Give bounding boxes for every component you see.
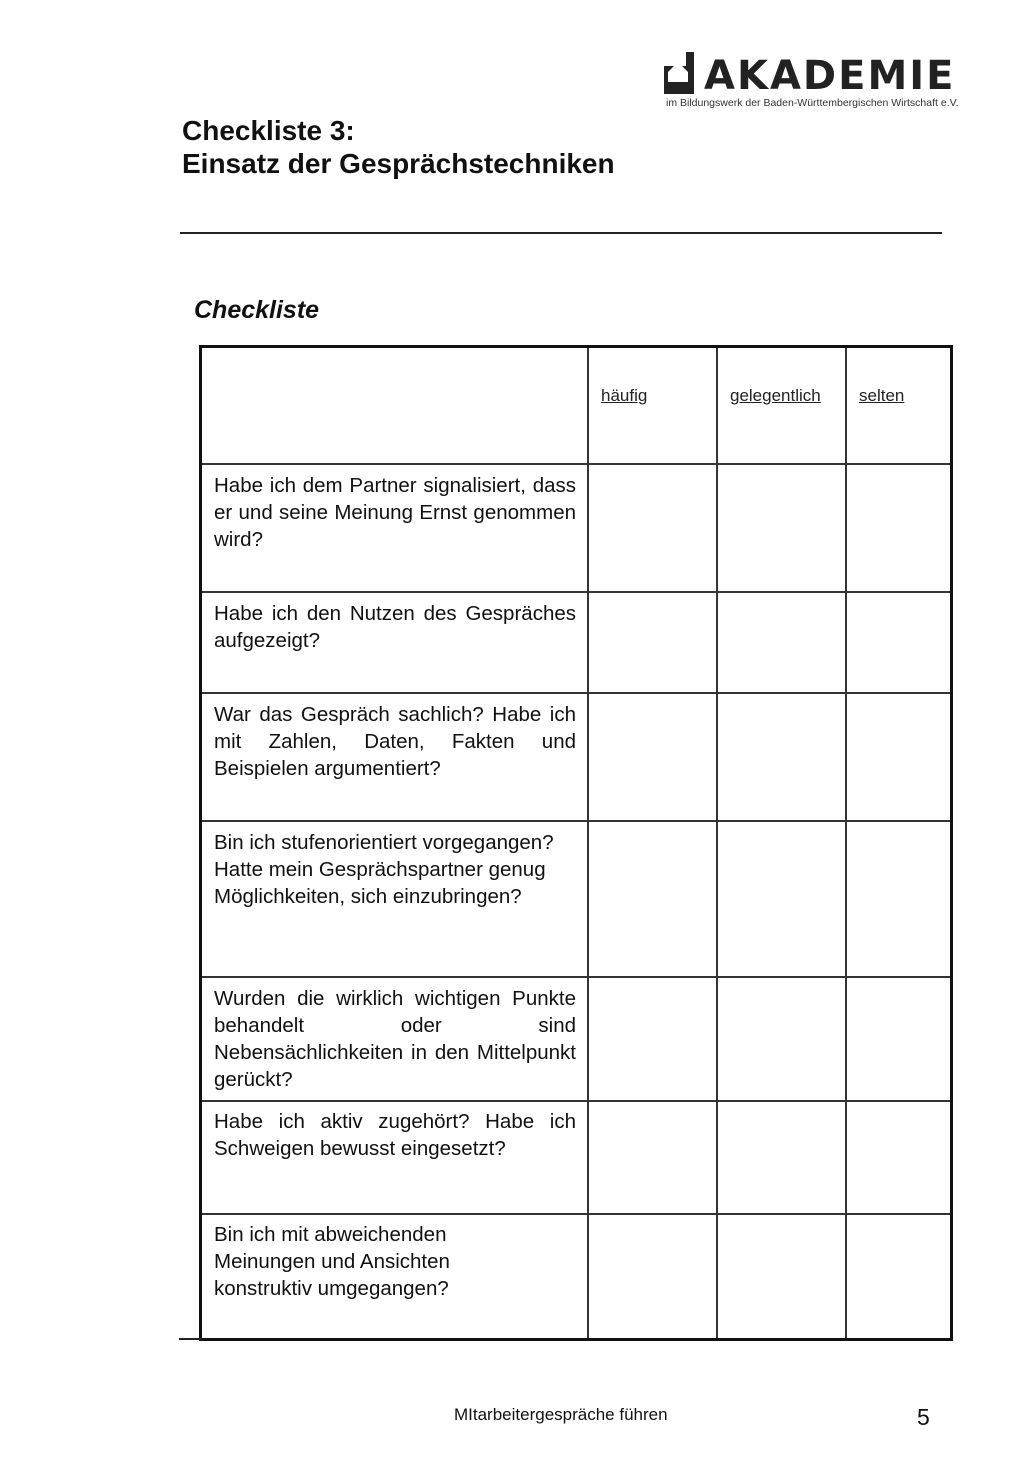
column-divider — [845, 348, 847, 1338]
logo-wordmark: AKADEMIE — [704, 53, 956, 99]
question-5: Wurden die wirklich wichtigen Punkte behandelt oder sind Nebensächlichkeiten in den Mittelpunkt gerückt? — [214, 987, 576, 1091]
column-header-haeufig: häufig — [601, 386, 648, 405]
title-line-2: Einsatz der Gesprächstechniken — [182, 148, 615, 179]
row-divider — [202, 1213, 950, 1215]
question-3: War das Gespräch sachlich? Habe ich mit Zahlen, Daten, Fakten und Beispielen argumentiert? — [214, 703, 576, 780]
bottom-rule — [179, 1338, 203, 1340]
question-7: Bin ich mit abweichenden Meinungen und Ansichten konstruktiv umgegangen? — [214, 1223, 450, 1300]
column-header-selten: selten — [859, 386, 905, 405]
section-heading: Checkliste — [194, 296, 320, 324]
question-2: Habe ich den Nutzen des Gespräches aufgezeigt? — [214, 602, 576, 652]
column-header-gelegentlich: gelegentlich — [730, 386, 821, 405]
row-divider — [202, 463, 950, 465]
row-divider — [202, 591, 950, 593]
footer-text: MItarbeitergespräche führen — [454, 1405, 668, 1424]
title-divider — [180, 232, 942, 234]
row-divider — [202, 692, 950, 694]
row-divider — [202, 1100, 950, 1102]
question-6: Habe ich aktiv zugehört? Habe ich Schweigen bewusst eingesetzt? — [214, 1110, 576, 1160]
title-line-1: Checkliste 3: — [182, 115, 355, 146]
question-4: Bin ich stufenorientiert vorgegangen? Hatte mein Gesprächspartner genug Möglichkeiten, sich einzubringen? — [214, 831, 554, 908]
column-divider — [587, 348, 589, 1338]
row-divider — [202, 976, 950, 978]
page-number: 5 — [917, 1404, 930, 1430]
akademie-logo — [664, 50, 959, 112]
logo-tagline: im Bildungswerk der Baden-Württembergischen Wirtschaft e.V. — [666, 97, 959, 109]
checklist-table — [199, 345, 953, 1341]
logo-mark-icon — [664, 52, 702, 94]
page-title — [182, 114, 615, 180]
question-1: Habe ich dem Partner signalisiert, dass er und seine Meinung Ernst genommen wird? — [214, 474, 576, 551]
column-divider — [716, 348, 718, 1338]
row-divider — [202, 820, 950, 822]
